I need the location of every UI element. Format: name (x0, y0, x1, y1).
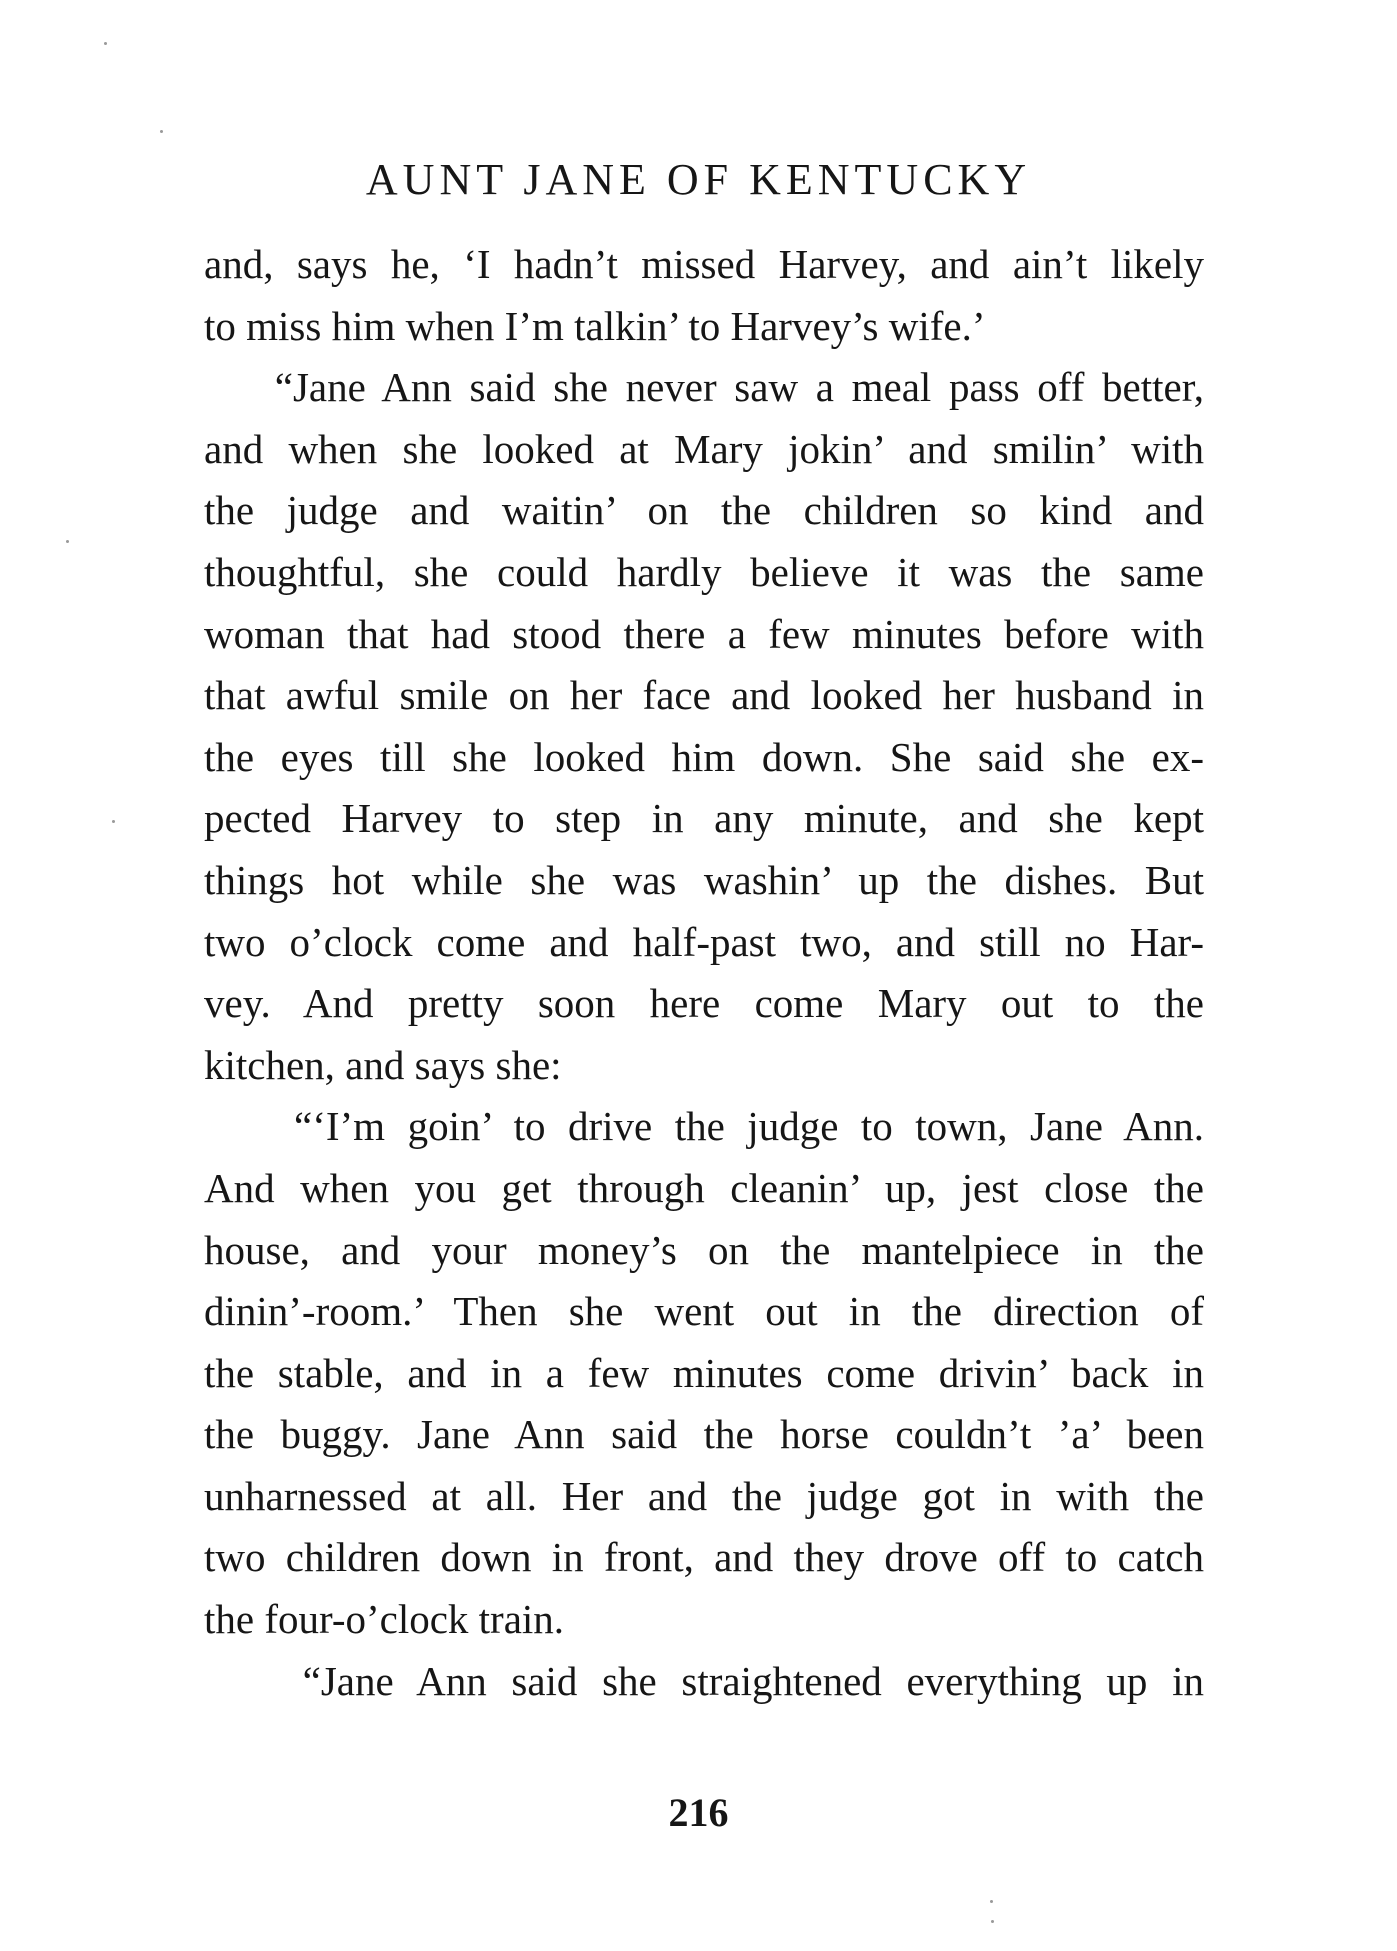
text-line: two children down in front, and they drove off to catch (204, 1534, 1204, 1581)
text-line: And when you get through cleanin’ up, jest close the (204, 1164, 1204, 1211)
running-head: AUNT JANE OF KENTUCKY (365, 155, 1032, 204)
text-line: thoughtful, she could hardly believe it was the same (204, 548, 1204, 595)
text-line: “Jane Ann said she straightened everything up in (204, 1657, 1204, 1704)
page-number: 216 (668, 1790, 729, 1835)
text-line: “‘I’m goin’ to drive the judge to town, Jane Ann. (204, 1103, 1204, 1150)
scan-speck (112, 820, 115, 823)
text-line: dinin’-room.’ Then she went out in the direction of (204, 1288, 1204, 1335)
text-line: vey. And pretty soon here come Mary out to the (204, 980, 1204, 1027)
body-text (204, 234, 1204, 1712)
text-line: unharnessed at all. Her and the judge got in with the (204, 1472, 1204, 1519)
text-line: the four-o’clock train. (204, 1596, 565, 1643)
text-line: kitchen, and says she: (204, 1041, 562, 1088)
text-line: to miss him when I’m talkin’ to Harvey’s wife.’ (204, 302, 986, 349)
scan-speck (66, 540, 69, 543)
text-line: “Jane Ann said she never saw a meal pass off better, (204, 364, 1204, 411)
scan-speck (160, 130, 163, 133)
scan-speck (104, 42, 107, 45)
scan-speck (991, 1920, 994, 1923)
text-line: two o’clock come and half-past two, and still no Har- (204, 918, 1204, 965)
text-line: the stable, and in a few minutes come drivin’ back in (204, 1349, 1204, 1396)
text-line: that awful smile on her face and looked her husband in (204, 672, 1204, 719)
text-line: woman that had stood there a few minutes before with (204, 610, 1204, 657)
text-line: and when she looked at Mary jokin’ and smilin’ with (204, 425, 1204, 472)
text-line: house, and your money’s on the mantelpiece in the (204, 1226, 1204, 1273)
text-line: the eyes till she looked him down. She said she ex- (204, 733, 1204, 780)
text-line: pected Harvey to step in any minute, and she kept (204, 795, 1204, 842)
text-line: and, says he, ‘I hadn’t missed Harvey, and ain’t likely (204, 241, 1204, 287)
text-line: the buggy. Jane Ann said the horse couldn’t ’a’ been (204, 1411, 1204, 1458)
text-line: things hot while she was washin’ up the dishes. But (204, 856, 1204, 903)
text-line: the judge and waitin’ on the children so kind and (204, 487, 1204, 534)
scan-speck (990, 1900, 993, 1903)
